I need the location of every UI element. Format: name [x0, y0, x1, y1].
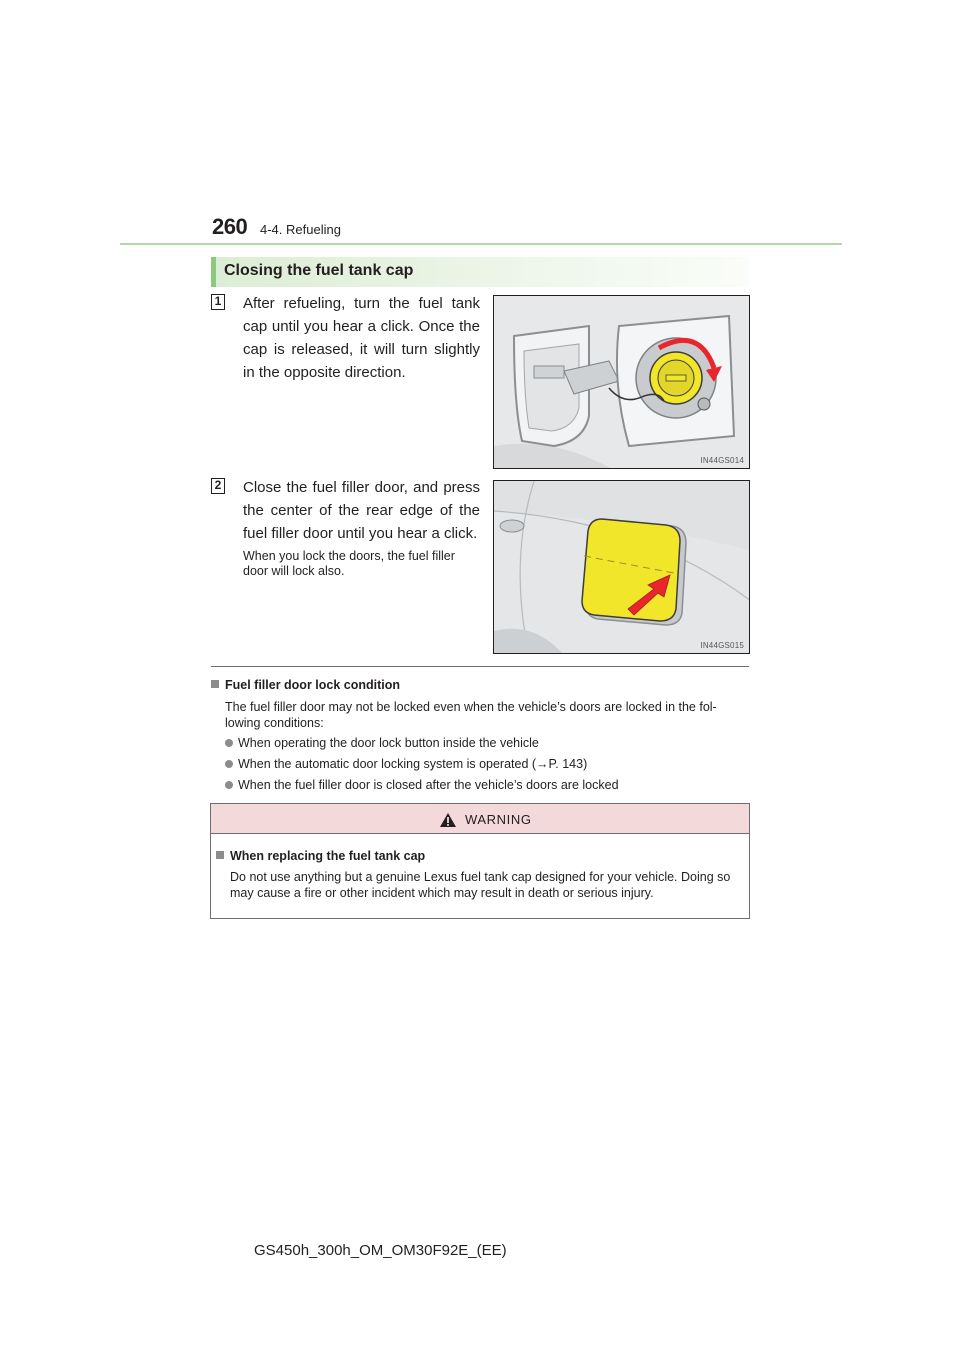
figure-code: IN44GS014 — [700, 456, 744, 465]
warning-title: When replacing the fuel tank cap — [230, 849, 426, 863]
bullet-dot-icon — [225, 781, 233, 789]
warning-body: Do not use anything but a genuine Lexus fuel tank cap designed for your vehicle. Doing so may cause a fire or other incident which may result in death or serious injury. — [230, 870, 731, 900]
note-section — [211, 678, 751, 692]
step-2-text: Close the fuel filler door, and press the center of the rear edge of the fuel filler door until you hear a click. — [243, 479, 480, 542]
warning-triangle-icon — [439, 812, 457, 828]
list-item: When operating the door lock button inside the vehicle — [225, 736, 539, 750]
fuel-filler-door-illustration — [494, 481, 750, 654]
step-number-2: 2 — [211, 478, 225, 494]
section-heading — [211, 257, 749, 287]
footer-doc-id: GS450h_300h_OM_OM30F92E_(EE) — [254, 1242, 507, 1259]
section-heading-text: Closing the fuel tank cap — [224, 262, 414, 279]
warning-label: WARNING — [465, 812, 532, 827]
bullet-dot-icon — [225, 760, 233, 768]
section-label: 4-4. Refueling — [260, 222, 341, 237]
step-1-text: After refueling, turn the fuel tank cap until you hear a click. Once the cap is released, it will turn slightly in the opposite direction. — [243, 295, 480, 381]
square-bullet-icon — [211, 680, 219, 688]
note-title: Fuel filler door lock condition — [225, 678, 401, 692]
divider — [211, 666, 749, 667]
list-item: When the automatic door locking system is operated (→P. 143) — [225, 757, 587, 771]
warning-box — [210, 803, 750, 919]
step-2-note: When you lock the doors, the fuel filler door will lock also. — [243, 549, 455, 578]
fuel-filler-door-figure — [493, 480, 750, 654]
step-number-1: 1 — [211, 294, 225, 310]
header-rule — [120, 243, 842, 245]
warning-header — [211, 804, 749, 834]
list-item: When the fuel filler door is closed after the vehicle’s doors are locked — [225, 778, 619, 792]
bullet-dot-icon — [225, 739, 233, 747]
note-body: The fuel filler door may not be locked even when the vehicle’s doors are locked in the fol-lowing conditions: — [225, 700, 717, 730]
square-bullet-icon — [216, 851, 224, 859]
figure-code: IN44GS015 — [700, 641, 744, 650]
fuel-cap-figure — [493, 295, 750, 469]
page-number: 260 — [212, 214, 248, 239]
fuel-cap-illustration — [494, 296, 750, 469]
